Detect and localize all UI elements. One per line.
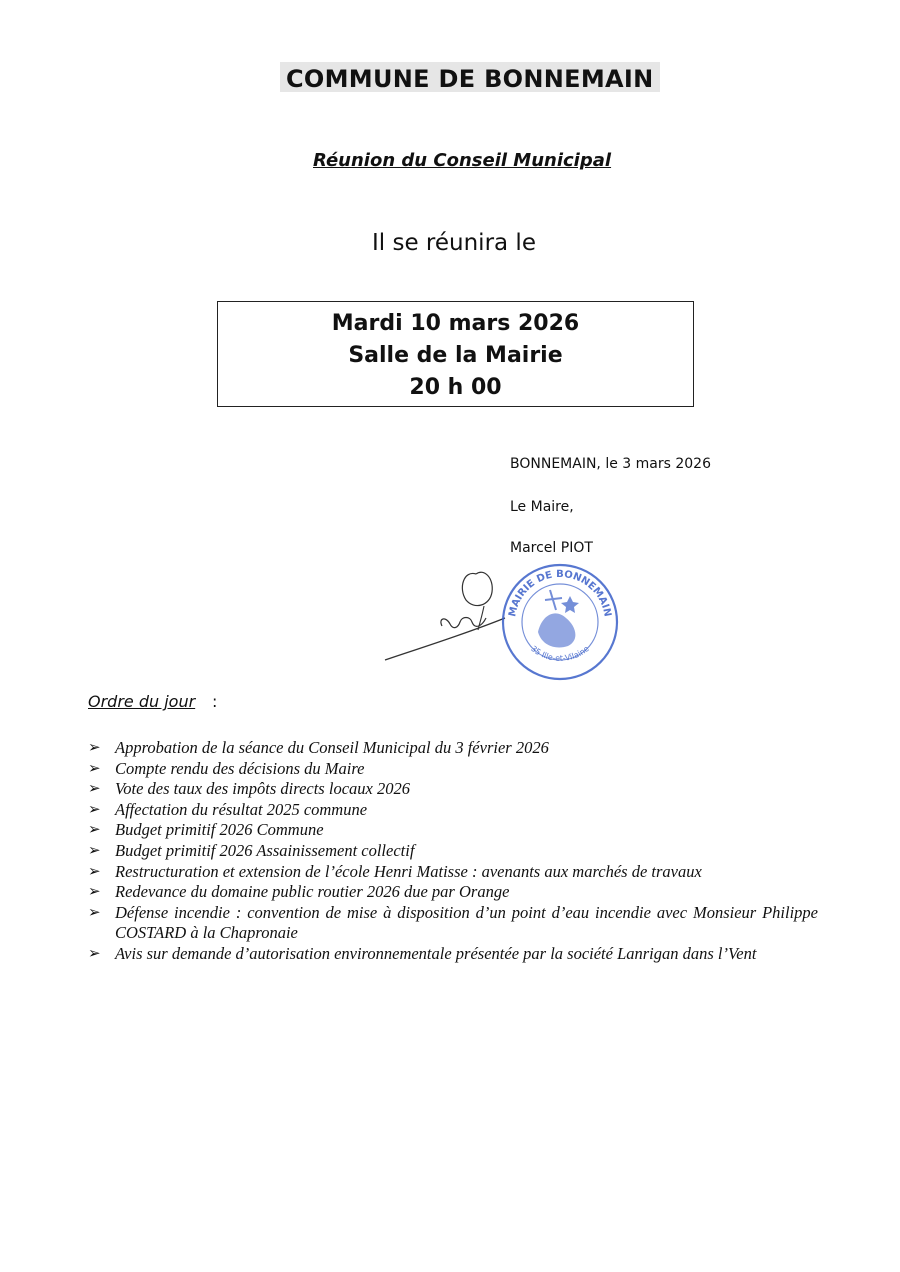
signature-place-date: BONNEMAIN, le 3 mars 2026	[510, 456, 711, 472]
signature-role: Le Maire,	[510, 499, 574, 515]
bullet-arrow-icon: ➢	[88, 945, 101, 962]
agenda-item: ➢ Avis sur demande d’autorisation environnementale présentée par la société Lanrigan dans l’Vent	[88, 943, 757, 963]
bullet-arrow-icon: ➢	[88, 822, 101, 839]
bullet-arrow-icon: ➢	[88, 781, 101, 798]
svg-text:MAIRIE DE BONNEMAIN	[507, 569, 613, 618]
agenda-item: ➢ Défense incendie : convention de mise à disposition d’un point d’eau incendie avec Monsieur Philippe COSTARD à la Chapronaie	[88, 902, 818, 943]
meeting-place: Salle de la Mairie	[348, 343, 563, 368]
bullet-arrow-icon: ➢	[88, 740, 101, 756]
agenda-item: ➢ Restructuration et extension de l’école Henri Matisse : avenants aux marchés de travaux	[88, 861, 702, 881]
agenda-list	[88, 738, 818, 965]
commune-title: COMMUNE DE BONNEMAIN	[280, 62, 660, 92]
bullet-arrow-icon: ➢	[88, 884, 101, 901]
meeting-time: 20 h 00	[409, 375, 502, 400]
stamp-text: MAIRIE DE BONNEMAIN	[507, 568, 613, 618]
agenda-item: ➢ Compte rendu des décisions du Maire	[88, 758, 365, 778]
handwritten-signature-icon	[380, 560, 625, 690]
meeting-date: Mardi 10 mars 2026	[331, 311, 580, 336]
meeting-title: Réunion du Conseil Municipal	[313, 150, 612, 171]
agenda-item: ➢ Budget primitif 2026 Commune	[88, 820, 324, 840]
bullet-arrow-icon: ➢	[88, 863, 101, 880]
stamp-dept: 35 Ille-et-Vilaine	[529, 644, 591, 663]
mairie-stamp-icon	[503, 565, 617, 679]
agenda-label: Ordre du jour	[88, 692, 196, 711]
bullet-arrow-icon: ➢	[88, 842, 101, 859]
bullet-arrow-icon: ➢	[88, 760, 101, 777]
agenda-colon: :	[212, 692, 218, 711]
agenda-item: ➢ Budget primitif 2026 Assainissement collectif	[88, 840, 415, 860]
agenda-item: ➢ Vote des taux des impôts directs locaux 2026	[88, 779, 410, 799]
bullet-arrow-icon: ➢	[88, 801, 101, 818]
bullet-arrow-icon: ➢	[88, 904, 101, 921]
intro-text: Il se réunira le	[372, 230, 536, 256]
agenda-item: ➢ Redevance du domaine public routier 2026 due par Orange	[88, 882, 510, 902]
signature-and-stamp	[380, 560, 625, 694]
meeting-details-box	[217, 301, 694, 407]
agenda-item: ➢ Approbation de la séance du Conseil Municipal du 3 février 2026	[88, 738, 549, 757]
agenda-item: ➢ Affectation du résultat 2025 commune	[88, 799, 368, 819]
signature-name: Marcel PIOT	[510, 540, 593, 556]
